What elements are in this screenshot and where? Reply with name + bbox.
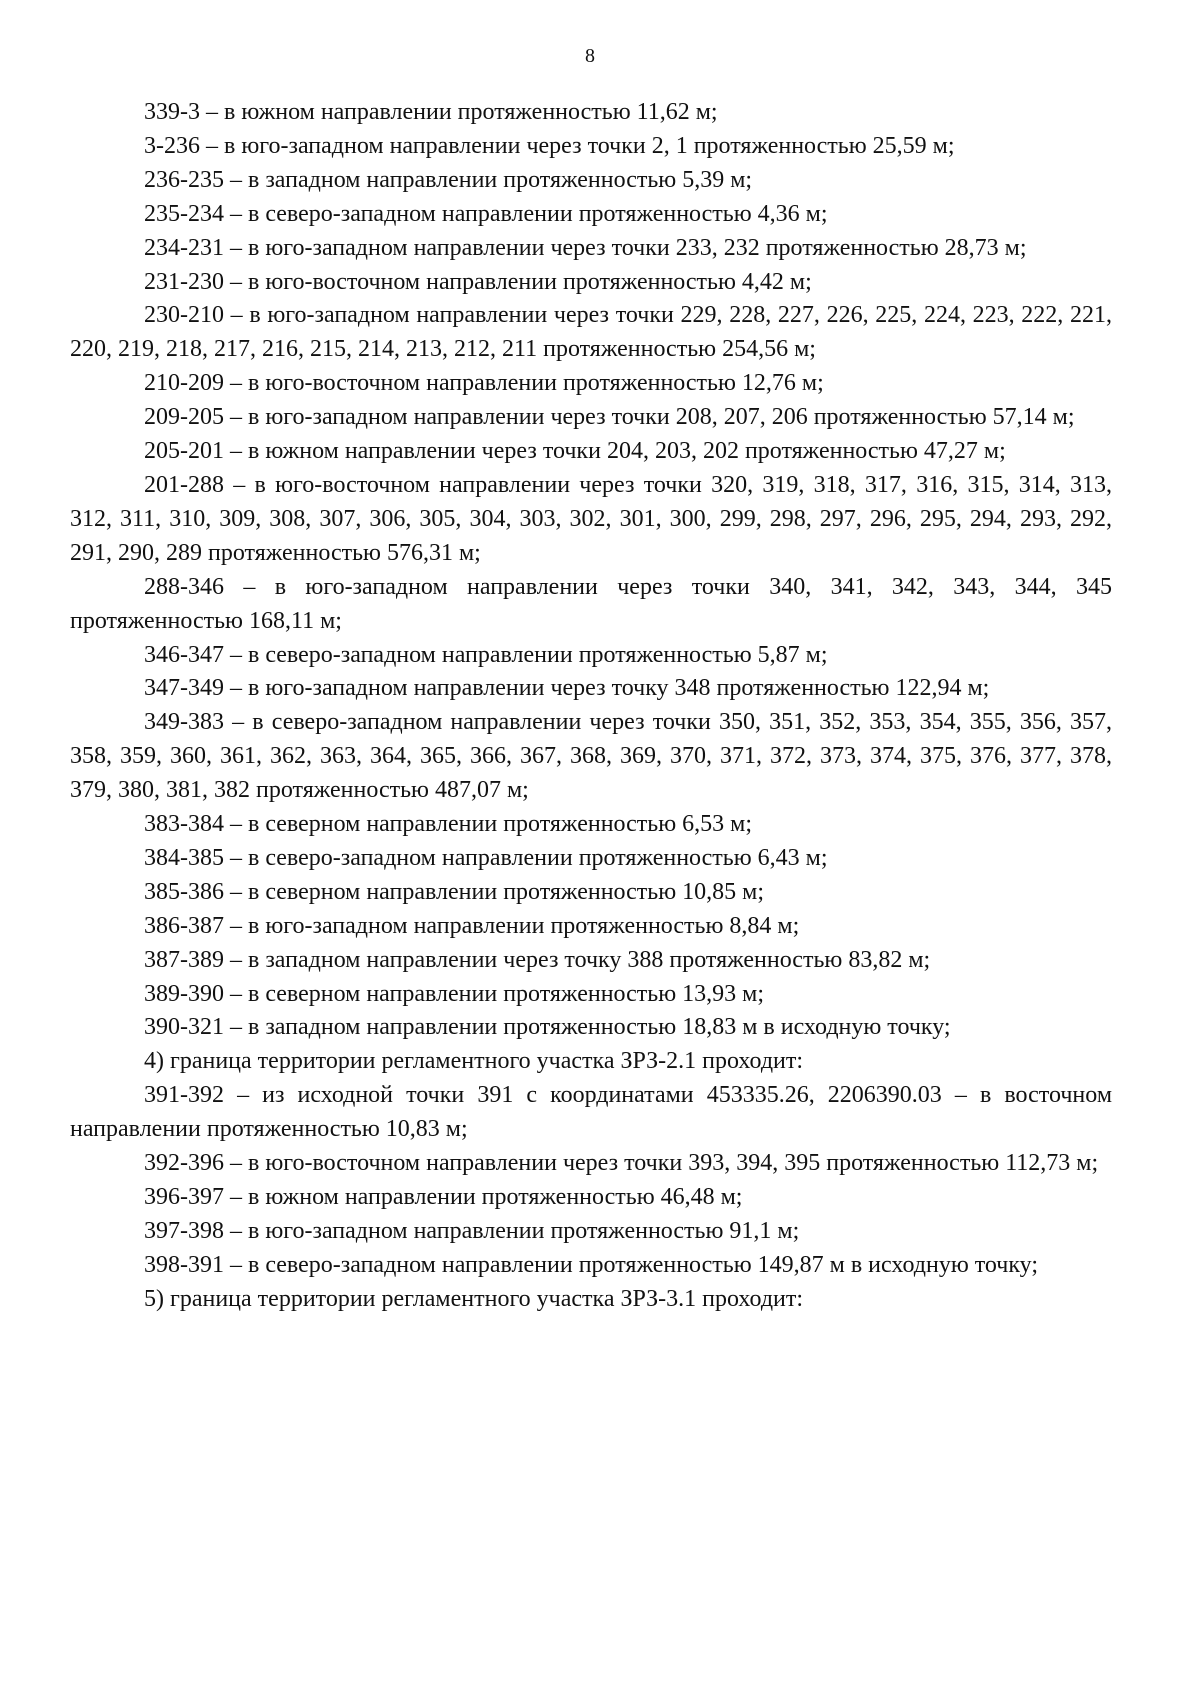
boundary-segment: 396-397 – в южном направлении протяженностью 46,48 м; xyxy=(144,1184,743,1210)
boundary-segment: 391-392 – из исходной точки 391 с координатами 453335.26, 2206390.03 – в восточном направлении протяженностью 10,83 м; xyxy=(70,1082,1112,1143)
boundary-segment: 387-389 – в западном направлении через точку 388 протяженностью 83,82 м; xyxy=(144,946,931,973)
boundary-segment: 389-390 – в северном направлении протяженностью 13,93 м; xyxy=(144,980,765,1007)
document-body xyxy=(70,96,1112,1317)
boundary-segment: 3-236 – в юго-западном направлении через точки 2, 1 протяженностью 25,59 м; xyxy=(144,132,955,159)
boundary-segment: 386-387 – в юго-западном направлении протяженностью 8,84 м; xyxy=(144,912,800,939)
boundary-segment: 201-288 – в юго-восточном направлении через точки 320, 319, 318, 317, 316, 315, 314, 313, 312, 311, 310, 309, 308, 307, 306, 305, 304, 303, 302, 301, 300, 299, 298, 297, 296, 295, 294, 293, 292, 291, 290, 289 протяженностью 576,31 м; xyxy=(70,471,1112,566)
boundary-segment: 349-383 – в северо-западном направлении через точки 350, 351, 352, 353, 354, 355, 356, 357, 358, 359, 360, 361, 362, 363, 364, 365, 366, 367, 368, 369, 370, 371, 372, 373, 374, 375, 376, 377, 378, 379, 380, 381, 382 протяженностью 487,07 м; xyxy=(70,709,1112,804)
boundary-segment: 235-234 – в северо-западном направлении протяженностью 4,36 м; xyxy=(144,200,828,227)
section-heading: 4) граница территории регламентного участка ЗРЗ-2.1 проходит: xyxy=(144,1048,804,1075)
boundary-segment: 288-346 – в юго-западном направлении через точки 340, 341, 342, 343, 344, 345 протяженностью 168,11 м; xyxy=(70,573,1112,634)
boundary-segment: 231-230 – в юго-восточном направлении протяженностью 4,42 м; xyxy=(144,268,812,295)
boundary-segment: 346-347 – в северо-западном направлении протяженностью 5,87 м; xyxy=(144,641,828,668)
section-heading: 5) граница территории регламентного участка ЗРЗ-3.1 проходит: xyxy=(144,1285,804,1312)
boundary-segment: 398-391 – в северо-западном направлении протяженностью 149,87 м в исходную точку; xyxy=(144,1251,1039,1278)
boundary-segment: 385-386 – в северном направлении протяженностью 10,85 м; xyxy=(144,878,765,905)
boundary-segment: 234-231 – в юго-западном направлении через точки 233, 232 протяженностью 28,73 м; xyxy=(144,234,1027,261)
boundary-segment: 384-385 – в северо-западном направлении протяженностью 6,43 м; xyxy=(144,844,828,871)
boundary-segment: 236-235 – в западном направлении протяженностью 5,39 м; xyxy=(144,166,753,193)
boundary-segment: 210-209 – в юго-восточном направлении протяженностью 12,76 м; xyxy=(144,370,824,397)
boundary-segment: 392-396 – в юго-восточном направлении через точки 393, 394, 395 протяженностью 112,73 м; xyxy=(144,1150,1099,1177)
boundary-segment: 230-210 – в юго-западном направлении через точки 229, 228, 227, 226, 225, 224, 223, 222, 221, 220, 219, 218, 217, 216, 215, 214, 213, 212, 211 протяженностью 254,56 м; xyxy=(70,302,1112,363)
boundary-segment: 390-321 – в западном направлении протяженностью 18,83 м в исходную точку; xyxy=(144,1014,951,1041)
boundary-segment: 347-349 – в юго-западном направлении через точку 348 протяженностью 122,94 м; xyxy=(144,675,990,702)
page-number: 8 xyxy=(585,45,595,67)
boundary-segment: 205-201 – в южном направлении через точки 204, 203, 202 протяженностью 47,27 м; xyxy=(144,438,1006,465)
boundary-segment: 397-398 – в юго-западном направлении протяженностью 91,1 м; xyxy=(144,1217,800,1244)
boundary-segment: 383-384 – в северном направлении протяженностью 6,53 м; xyxy=(144,811,753,838)
boundary-segment: 339-3 – в южном направлении протяженностью 11,62 м; xyxy=(144,99,718,125)
boundary-segment: 209-205 – в юго-западном направлении через точки 208, 207, 206 протяженностью 57,14 м; xyxy=(144,404,1075,431)
